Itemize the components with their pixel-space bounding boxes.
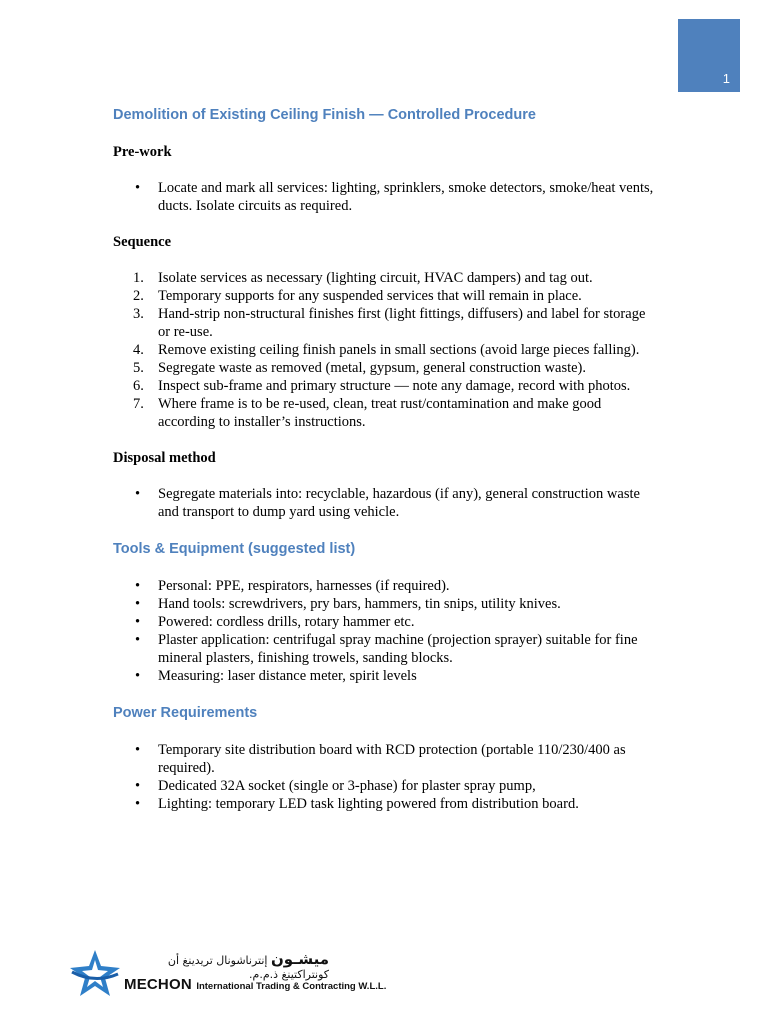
list-item-text: Where frame is to be re-used, clean, treat rust/contamination and make good according to installer’s instructions. xyxy=(158,396,602,430)
power-list xyxy=(113,741,658,813)
list-item xyxy=(113,179,658,215)
list-number: 7. xyxy=(133,396,144,412)
list-item-text: Segregate materials into: recyclable, hazardous (if any), general construction waste and transport to dump yard using vehicle. xyxy=(158,486,640,520)
logo-latin-text xyxy=(124,976,386,994)
list-item-text: Measuring: laser distance meter, spirit levels xyxy=(158,668,417,684)
bullet-marker: • xyxy=(135,578,141,594)
list-item xyxy=(113,595,658,613)
sequence-list xyxy=(113,269,658,431)
list-number: 1. xyxy=(133,270,144,286)
tools-list xyxy=(113,577,658,685)
star-logo-icon xyxy=(68,948,122,1000)
list-item xyxy=(113,667,658,685)
list-item xyxy=(113,741,658,777)
logo-arabic-name: ميشـون xyxy=(270,950,329,968)
bullet-marker: • xyxy=(135,668,141,684)
list-item xyxy=(113,377,658,395)
prework-heading: Pre-work xyxy=(113,144,172,160)
list-number: 5. xyxy=(133,360,144,376)
list-item xyxy=(113,795,658,813)
prework-list xyxy=(113,179,658,215)
company-logo xyxy=(68,948,387,1000)
list-number: 4. xyxy=(133,342,144,358)
list-item-text: Temporary supports for any suspended services that will remain in place. xyxy=(158,288,582,304)
logo-arabic-subtitle: إنترناشونال تريدينغ أن كونتراكتينغ ذ.م.م. xyxy=(167,954,329,981)
list-item-text: Locate and mark all services: lighting, sprinklers, smoke detectors, smoke/heat vents, ducts. Isolate circuits as required. xyxy=(158,180,654,214)
bullet-marker: • xyxy=(135,596,141,612)
list-item-text: Isolate services as necessary (lighting circuit, HVAC dampers) and tag out. xyxy=(158,270,593,286)
list-item xyxy=(113,341,658,359)
page-number-box xyxy=(678,19,740,92)
list-item-text: Remove existing ceiling finish panels in small sections (avoid large pieces falling). xyxy=(158,342,640,358)
list-item-text: Personal: PPE, respirators, harnesses (if required). xyxy=(158,578,450,594)
list-item xyxy=(113,269,658,287)
list-item xyxy=(113,485,658,521)
list-item-text: Dedicated 32A socket (single or 3-phase) for plaster spray pump, xyxy=(158,778,536,794)
list-item xyxy=(113,631,658,667)
disposal-list xyxy=(113,485,658,521)
list-item xyxy=(113,777,658,795)
list-item-text: Temporary site distribution board with RCD protection (portable 110/230/400 as required). xyxy=(158,742,626,776)
list-item-text: Segregate waste as removed (metal, gypsum, general construction waste). xyxy=(158,360,587,376)
bullet-marker: • xyxy=(135,778,141,794)
page-number: 1 xyxy=(722,71,730,86)
list-item xyxy=(113,359,658,377)
sequence-heading: Sequence xyxy=(113,234,171,250)
list-item-text: Lighting: temporary LED task lighting powered from distribution board. xyxy=(158,796,579,812)
list-item xyxy=(113,577,658,595)
bullet-marker: • xyxy=(135,742,141,758)
list-item xyxy=(113,395,658,431)
bullet-marker: • xyxy=(135,180,141,196)
list-item-text: Inspect sub-frame and primary structure — note any damage, record with photos. xyxy=(158,378,631,394)
list-number: 2. xyxy=(133,288,144,304)
list-item xyxy=(113,305,658,341)
list-number: 6. xyxy=(133,378,144,394)
power-heading: Power Requirements xyxy=(113,705,258,721)
document-body xyxy=(113,105,658,831)
list-item-text: Hand-strip non-structural finishes first (light fittings, diffusers) and label for storage or re-use. xyxy=(158,306,646,340)
list-item xyxy=(113,287,658,305)
list-item-text: Plaster application: centrifugal spray machine (projection sprayer) suitable for fine mineral plasters, finishing trowels, sanding blocks. xyxy=(158,632,638,666)
bullet-marker: • xyxy=(135,632,141,648)
logo-brand: MECHON xyxy=(124,976,192,993)
bullet-marker: • xyxy=(135,614,141,630)
document-title: Demolition of Existing Ceiling Finish — Controlled Procedure xyxy=(113,107,536,123)
logo-subtitle: International Trading & Contracting W.L.L. xyxy=(196,981,387,992)
list-item-text: Hand tools: screwdrivers, pry bars, hammers, tin snips, utility knives. xyxy=(158,596,561,612)
tools-heading: Tools & Equipment (suggested list) xyxy=(113,541,356,557)
disposal-heading: Disposal method xyxy=(113,450,216,466)
bullet-marker: • xyxy=(135,486,141,502)
list-item-text: Powered: cordless drills, rotary hammer etc. xyxy=(158,614,415,630)
bullet-marker: • xyxy=(135,796,141,812)
list-number: 3. xyxy=(133,306,144,322)
list-item xyxy=(113,613,658,631)
